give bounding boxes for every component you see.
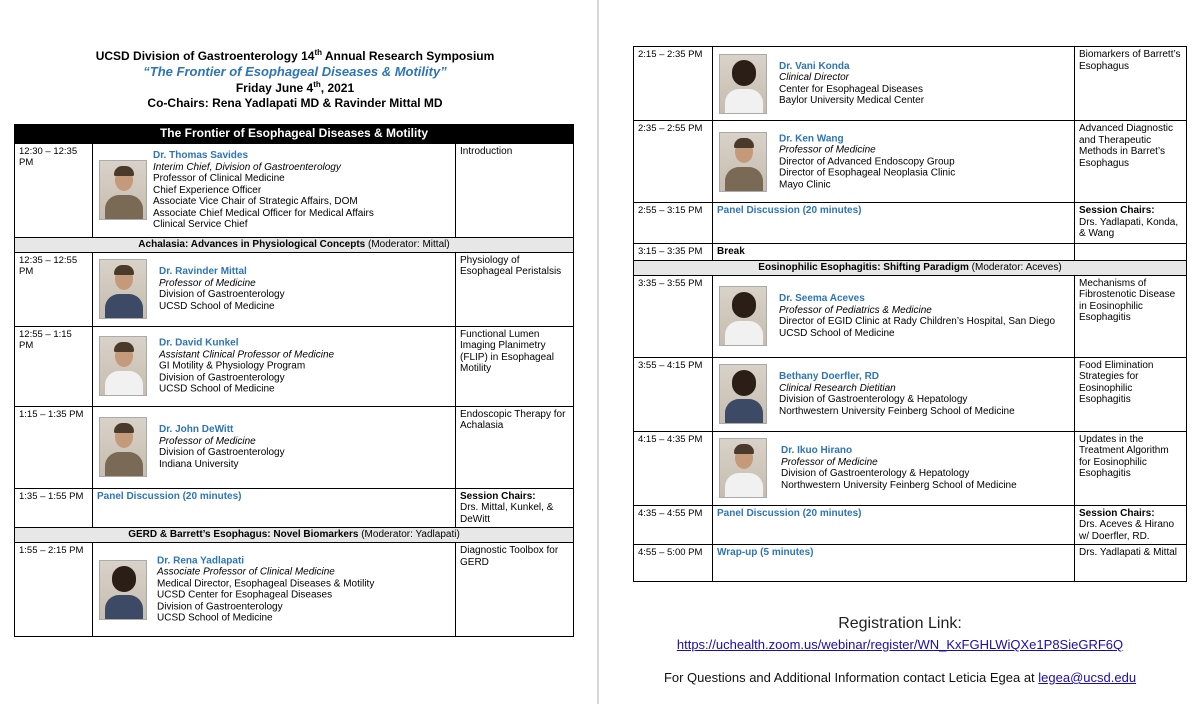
presenter-photo — [99, 336, 147, 396]
panel-discussion: Panel Discussion (20 minutes) — [93, 488, 456, 528]
session-row — [15, 143, 574, 237]
session-row: 1:55 – 2:15 PM Dr. Rena Yadlapati Associate Professor of Clinical Medicine Medical Director, Esophageal Diseases & Motility UCSD Center for Esophageal Diseases Division of Gastroenterology UCSD School of Medicine Diagnostic Toolbox for GERD — [15, 543, 574, 637]
co-chairs: Co-Chairs: Rena Yadlapati MD & Ravinder Mittal MD — [147, 96, 443, 110]
panel-row: 4:35 – 4:55 PM Panel Discussion (20 minutes) Session Chairs: Drs. Aceves & Hirano w/ Doerfler, RD. — [634, 505, 1187, 545]
presenter-cell: Dr. Thomas Savides Interim Chief, Division of Gastroenterology Professor of Clinical Medicine Chief Experience Officer Associate Vice Chair of Strategic Affairs, DOM Associate Chief Medical Officer for Medical Affairs Clinical Service Chief — [93, 143, 456, 237]
schedule-table-left — [14, 124, 574, 637]
session-row: 2:35 – 2:55 PM Dr. Ken Wang Professor of Medicine Director of Advanced Endoscopy Group Director of Esophageal Neoplasia Clinic Mayo Clinic Advanced Diagnostic and Therapeutic Methods in Barret’s Esophagus — [634, 121, 1187, 203]
schedule-table-right — [633, 46, 1187, 582]
presenter-photo — [99, 160, 147, 220]
presenter-photo — [719, 54, 767, 114]
presenter-name: Dr. David Kunkel — [159, 337, 239, 349]
presenter-photo — [719, 438, 767, 498]
schedule-title: The Frontier of Esophageal Diseases & Motility — [15, 125, 574, 144]
panel-row: 1:35 – 1:55 PM Panel Discussion (20 minutes) Session Chairs: Drs. Mittal, Kunkel, & DeWitt — [15, 488, 574, 528]
contact-info: For Questions and Additional Information contact Leticia Egea at legea@ucsd.edu — [663, 670, 1137, 685]
registration-link[interactable]: https://uchealth.zoom.us/webinar/register/WN_KxFGHLWiQXe1P8SieGRF6Q — [676, 637, 1124, 652]
break-label: Break — [713, 244, 1075, 261]
presenter-photo — [719, 364, 767, 424]
presenter-name: Dr. Seema Aceves — [779, 293, 865, 304]
presenter-name: Dr. Rena Yadlapati — [157, 555, 245, 566]
session-row: 2:15 – 2:35 PM Dr. Vani Konda Clinical Director Center for Esophageal Diseases Baylor University Medical Center Biomarkers of Barrett’s Esophagus — [634, 47, 1187, 121]
panel-discussion: Panel Discussion (20 minutes) — [713, 505, 1075, 545]
presenter-photo — [99, 560, 147, 620]
panel-row: 2:55 – 3:15 PM Panel Discussion (20 minutes) Session Chairs: Drs. Yadlapati, Konda, & Wang — [634, 203, 1187, 244]
session-time: 12:30 – 12:35 PM — [15, 143, 93, 237]
session-chairs: Session Chairs: Drs. Yadlapati, Konda, & Wang — [1075, 203, 1187, 244]
registration-title: Registration Link: — [838, 615, 962, 632]
presenter-name: Dr. Ken Wang — [779, 132, 844, 144]
presenter-photo — [99, 259, 147, 319]
presenter-name: Dr. John DeWitt — [159, 424, 234, 435]
contact-email-link[interactable]: legea@ucsd.edu — [1038, 670, 1137, 685]
section-header: GERD & Barrett’s Esophagus: Novel Biomarkers (Moderator: Yadlapati) — [15, 528, 574, 543]
section-header: Achalasia: Advances in Physiological Concepts (Moderator: Mittal) — [15, 237, 574, 252]
presenter-title: Interim Chief, Division of Gastroenterology — [153, 161, 341, 173]
session-topic: Introduction — [456, 143, 574, 237]
break-row: 3:15 – 3:35 PM Break — [634, 244, 1187, 261]
panel-discussion: Panel Discussion (20 minutes) — [713, 203, 1075, 244]
presenter-name: Dr. Ravinder Mittal — [159, 266, 247, 277]
session-row: 12:55 – 1:15 PM Dr. David Kunkel Assistant Clinical Professor of Medicine GI Motility & Physiology Program Division of Gastroenterology UCSD School of Medicine Functional Lumen Imaging Planimetry (FLIP) in Esophageal Motility — [15, 326, 574, 406]
presenter-photo — [719, 286, 767, 346]
session-row: 3:35 – 3:55 PM Dr. Seema Aceves Professor of Pediatrics & Medicine Director of EGID Clinic at Rady Children’s Hospital, San Diego UCSD School of Medicine Mechanisms of Fibrostenotic Disease in Eosinophilic Esophagitis — [634, 275, 1187, 357]
presenter-name: Dr. Thomas Savides — [153, 149, 249, 161]
wrap-up-label: Wrap-up (5 minutes) — [713, 545, 1075, 582]
presenter-name: Dr. Ikuo Hirano — [781, 445, 853, 456]
session-row: 4:15 – 4:35 PM Dr. Ikuo Hirano Professor of Medicine Division of Gastroenterology & Hepatology Northwestern University Feinberg School of Medicine Updates in the Treatment Algorithm for Eosinophilic Esophagitis — [634, 431, 1187, 505]
presenter-photo — [99, 417, 147, 477]
session-row: 1:15 – 1:35 PM Dr. John DeWitt Professor of Medicine Division of Gastroenterology Indiana University Endoscopic Therapy for Achalasia — [15, 406, 574, 488]
session-chairs: Session Chairs: Drs. Mittal, Kunkel, & DeWitt — [456, 488, 574, 528]
presenter-name: Dr. Vani Konda — [779, 60, 850, 72]
section-header: Eosinophilic Esophagitis: Shifting Paradigm (Moderator: Aceves) — [634, 260, 1187, 275]
symposium-theme: “The Frontier of Esophageal Diseases & Motility” — [143, 64, 447, 79]
presenter-photo — [719, 132, 767, 192]
session-row: 12:35 – 12:55 PM Dr. Ravinder Mittal Professor of Medicine Division of Gastroenterology UCSD School of Medicine Physiology of Esophageal Peristalsis — [15, 252, 574, 326]
session-row: 3:55 – 4:15 PM Bethany Doerfler, RD Clinical Research Dietitian Division of Gastroenterology & Hepatology Northwestern University Feinberg School of Medicine Food Elimination Strategies for Eosinophilic Esophagitis — [634, 357, 1187, 431]
wrap-up-row: 4:55 – 5:00 PM Wrap-up (5 minutes) Drs. Yadlapati & Mittal — [634, 545, 1187, 582]
session-chairs: Session Chairs: Drs. Aceves & Hirano w/ Doerfler, RD. — [1075, 505, 1187, 545]
symposium-title: UCSD Division of Gastroenterology 14th Annual Research Symposium — [95, 48, 495, 63]
page-divider — [597, 0, 599, 704]
presenter-name: Bethany Doerfler, RD — [779, 371, 880, 382]
symposium-date: Friday June 4th, 2021 — [235, 80, 355, 95]
wrap-up-chairs: Drs. Yadlapati & Mittal — [1075, 545, 1187, 582]
